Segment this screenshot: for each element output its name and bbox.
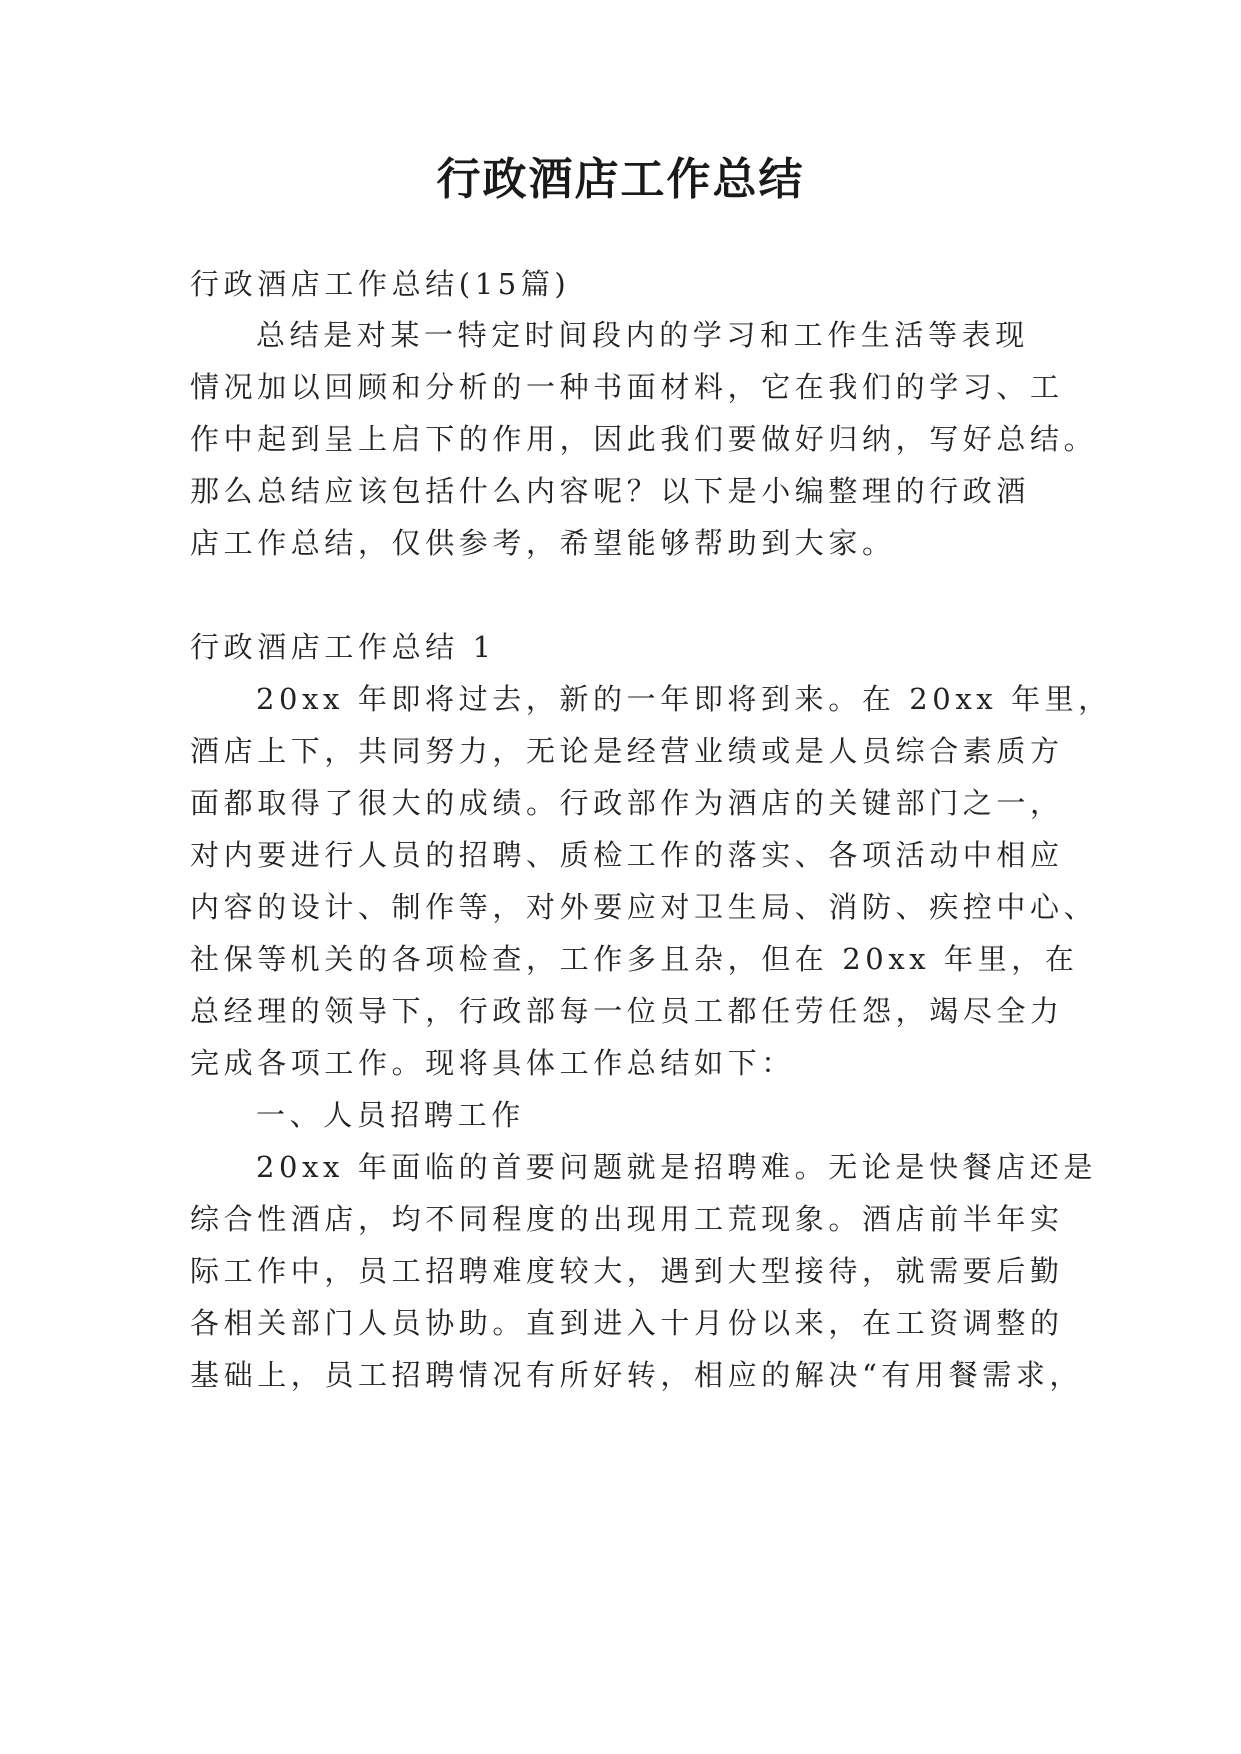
paragraph-line: 总经理的领导下，行政部每一位员工都任劳任怨，竭尽全力 [190,994,1064,1028]
paragraph-line: 面都取得了很大的成绩。行政部作为酒店的关键部门之一， [190,786,1064,820]
paragraph-line: 20xx 年面临的首要问题就是招聘难。无论是快餐店还是 [256,1150,1098,1184]
intro-line: 店工作总结，仅供参考，希望能够帮助到大家。 [190,526,896,560]
paragraph-line: 综合性酒店，均不同程度的出现用工荒现象。酒店前半年实 [190,1202,1064,1236]
paragraph-line: 际工作中，员工招聘难度较大，遇到大型接待，就需要后勤 [190,1254,1064,1288]
intro-line: 总结是对某一特定时间段内的学习和工作生活等表现 [256,318,1029,352]
document-title: 行政酒店工作总结 [436,154,805,205]
paragraph-line: 酒店上下，共同努力，无论是经营业绩或是人员综合素质方 [190,734,1064,768]
subheading: 一、人员招聘工作 [256,1098,525,1132]
paragraph-line: 各相关部门人员协助。直到进入十月份以来，在工资调整的 [190,1306,1064,1340]
paragraph-line: 基础上，员工招聘情况有所好转，相应的解决“有用餐需求， [190,1358,1084,1392]
document-subtitle: 行政酒店工作总结(15篇) [190,267,571,301]
intro-line: 那么总结应该包括什么内容呢？以下是小编整理的行政酒 [190,474,1031,508]
paragraph-line: 对内要进行人员的招聘、质检工作的落实、各项活动中相应 [190,838,1064,872]
intro-line: 作中起到呈上启下的作用，因此我们要做好归纳，写好总结。 [190,422,1098,456]
paragraph-line: 20xx 年即将过去，新的一年即将到来。在 20xx 年里， [256,682,1112,716]
section-heading: 行政酒店工作总结 1 [190,630,496,664]
paragraph-line: 完成各项工作。现将具体工作总结如下： [190,1046,795,1080]
paragraph-line: 内容的设计、制作等，对外要应对卫生局、消防、疾控中心、 [190,890,1098,924]
intro-line: 情况加以回顾和分析的一种书面材料，它在我们的学习、工 [190,370,1064,404]
paragraph-line: 社保等机关的各项检查，工作多且杂，但在 20xx 年里，在 [190,942,1079,976]
